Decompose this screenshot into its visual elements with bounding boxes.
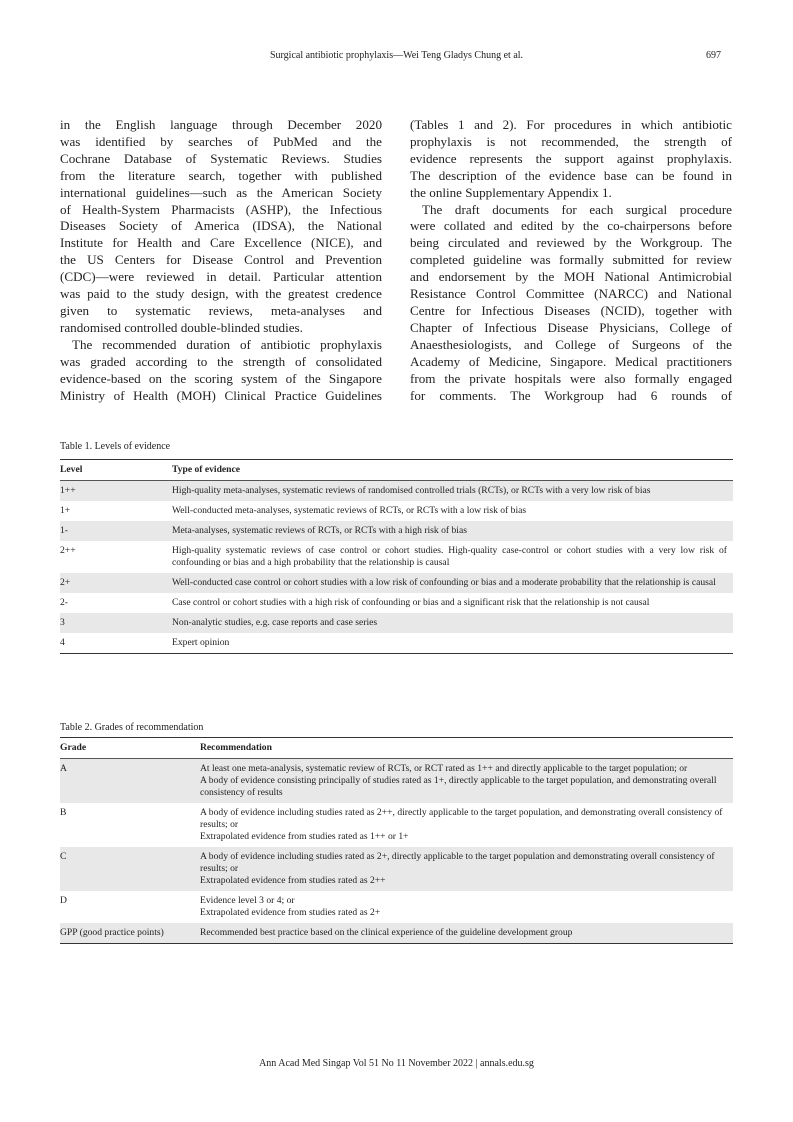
grade-cell: B	[60, 807, 67, 818]
body-text-line: prophylaxis is not recommended, the strength of	[410, 133, 732, 149]
body-text-line: was identified by searches of PubMed and the	[60, 133, 382, 149]
running-title: Surgical antibiotic prophylaxis—Wei Teng Gladys Chung et al.	[269, 50, 524, 61]
body-text-line: (CDC)—were reviewed in detail. Particular attention	[60, 269, 382, 285]
table2-header-grade: Grade	[60, 738, 200, 759]
body-text-line: Cochrane Database of Systematic Reviews. Studies	[60, 150, 382, 166]
page-footer: Ann Acad Med Singap Vol 51 No 11 November 2022 | annals.edu.sg	[259, 1058, 534, 1069]
body-text-line: randomised controlled double-blinded studies.	[60, 319, 303, 335]
body-text-line: from the private hospitals were also formally engaged	[410, 370, 732, 386]
table1-header-level: Level	[60, 460, 172, 481]
table-row	[60, 521, 733, 541]
description-text: Extrapolated evidence from studies rated as 2+	[200, 907, 381, 918]
grade-cell: A	[60, 759, 200, 804]
grade-cell: D	[60, 895, 67, 906]
description-cell	[172, 521, 733, 541]
body-text-line: Ministry of Health (MOH) Clinical Practice Guidelines	[60, 387, 382, 403]
level-cell: 2+	[60, 573, 172, 593]
levels-of-evidence-table	[60, 459, 733, 654]
description-cell	[200, 847, 733, 891]
table-row	[60, 593, 733, 613]
body-text-line: Chapter of Infectious Disease Physicians, College of	[410, 319, 732, 335]
description-text: At least one meta-analysis, systematic review of RCTs, or RCT rated as 1++ and directly applicable to the target population; or	[200, 763, 688, 774]
table-row	[60, 803, 733, 847]
description-text: Well-conducted case control or cohort studies with a low risk of confounding or bias and a moderate probability that the relationship is causal	[172, 577, 716, 588]
table1-header-type: Type of evidence	[172, 460, 733, 481]
body-text-line: evidence-based on the scoring system of the Singapore	[60, 370, 382, 386]
description-text: Well-conducted meta-analyses, systematic reviews of RCTs, or RCTs with a low risk of bias	[172, 505, 527, 516]
table2-title: Table 2. Grades of recommendation	[60, 722, 204, 733]
description-text: A body of evidence consisting principally of studies rated as 1+, directly applicable to the target population, and demonstrating overall consistency of results	[200, 775, 717, 798]
description-cell	[200, 923, 733, 944]
table-row	[60, 541, 733, 573]
description-cell	[172, 501, 733, 521]
body-right-column	[410, 117, 732, 404]
body-text-line: for comments. The Workgroup had 6 rounds of	[410, 387, 732, 403]
description-text: Evidence level 3 or 4; or	[200, 895, 295, 906]
body-text-line: The description of the evidence base can be found in	[410, 167, 732, 183]
body-text-line: was graded according to the strength of consolidated	[60, 353, 382, 369]
description-cell	[200, 759, 733, 804]
description-text: Meta-analyses, systematic reviews of RCTs, or RCTs with a high risk of bias	[172, 525, 467, 536]
level-cell: 2++	[60, 545, 76, 556]
description-text: Extrapolated evidence from studies rated as 2++	[200, 875, 386, 886]
body-text-line: of Health-System Pharmacists (ASHP), the Infectious	[60, 201, 382, 217]
body-text-line: Anaesthesiologists, and College of Surgeons of the	[410, 336, 732, 352]
description-cell	[172, 541, 733, 573]
description-text: High-quality meta-analyses, systematic reviews of randomised controlled trials (RCTs), or RCTs with a very low risk of bias	[172, 485, 651, 496]
body-text-line: being circulated and reviewed by the Workgroup. The	[410, 235, 732, 251]
level-cell: 1+	[60, 505, 71, 516]
table-row	[60, 613, 733, 633]
body-text-line: international guidelines—such as the American Society	[60, 184, 382, 200]
description-text: A body of evidence including studies rated as 2++, directly applicable to the target population, and demonstrating overall consistency of results; or	[200, 807, 723, 830]
grade-cell: C	[60, 847, 200, 891]
table-row	[60, 633, 733, 654]
description-text: A body of evidence including studies rated as 2+, directly applicable to the target population and demonstrating overall consistency of results; or	[200, 851, 715, 874]
body-left-column	[60, 117, 382, 404]
body-text-line: and endorsement by the MOH National Antimicrobial	[410, 269, 732, 285]
table-row	[60, 923, 733, 944]
description-text: Recommended best practice based on the clinical experience of the guideline development group	[200, 927, 573, 938]
body-text-line: Diseases Society of America (IDSA), the National	[60, 218, 382, 234]
description-text: Extrapolated evidence from studies rated as 1++ or 1+	[200, 831, 409, 842]
level-cell: 4	[60, 633, 172, 654]
description-cell	[200, 891, 733, 923]
description-text: Case control or cohort studies with a high risk of confounding or bias and a significant risk that the relationship is not causal	[172, 597, 650, 608]
body-text-line: The draft documents for each surgical procedure	[422, 201, 732, 217]
description-cell	[172, 633, 733, 654]
body-text-line: evidence represents the support against prophylaxis.	[410, 150, 732, 166]
table-row	[60, 759, 733, 804]
description-cell	[172, 613, 733, 633]
description-cell	[172, 481, 733, 502]
body-text-line: Resistance Control Committee (NARCC) and National	[410, 286, 732, 302]
body-text-line: from the literature search, together with published	[60, 167, 382, 183]
body-text-line: Academy of Medicine, Singapore. Medical practitioners	[410, 353, 732, 369]
body-text-line: the US Centers for Disease Control and Prevention	[60, 252, 382, 268]
body-text-line: (Tables 1 and 2). For procedures in which antibiotic	[410, 117, 732, 132]
table-row	[60, 481, 733, 502]
body-text-line: in the English language through December 2020	[60, 117, 382, 132]
body-text-line: were collated and edited by the co-chairpersons before	[410, 218, 732, 234]
body-text-line: the online Supplementary Appendix 1.	[410, 184, 612, 200]
description-text: Non-analytic studies, e.g. case reports and case series	[172, 617, 378, 628]
description-text: Expert opinion	[172, 637, 230, 648]
description-text: High-quality systematic reviews of case control or cohort studies. High-quality case-control or cohort studies with a very low risk of confounding or bias and a high probability that the relationship is causal	[172, 545, 727, 568]
description-cell	[172, 593, 733, 613]
level-cell: 2-	[60, 597, 68, 608]
body-text-line: completed guideline was formally submitted for review	[410, 252, 732, 268]
table1-title: Table 1. Levels of evidence	[60, 441, 171, 452]
description-cell	[200, 803, 733, 847]
page-number: 697	[706, 50, 721, 61]
table-row	[60, 847, 733, 891]
level-cell: 1-	[60, 521, 172, 541]
description-cell	[172, 573, 733, 593]
level-cell: 3	[60, 613, 172, 633]
grades-of-recommendation-table	[60, 737, 733, 944]
body-text-line: Institute for Health and Care Excellence (NICE), and	[60, 235, 382, 251]
level-cell: 1++	[60, 481, 172, 502]
table-row	[60, 891, 733, 923]
body-text-line: was paid to the study design, with the greatest credence	[60, 286, 382, 302]
table-row	[60, 573, 733, 593]
table-row	[60, 501, 733, 521]
body-text-line: The recommended duration of antibiotic prophylaxis	[72, 336, 382, 352]
body-text-line: Centre for Infectious Diseases (NCID), together with	[410, 302, 732, 318]
grade-cell: GPP (good practice points)	[60, 923, 200, 944]
body-text-line: given to systematic reviews, meta-analyses and	[60, 302, 382, 318]
table2-header-recommendation: Recommendation	[200, 738, 733, 759]
